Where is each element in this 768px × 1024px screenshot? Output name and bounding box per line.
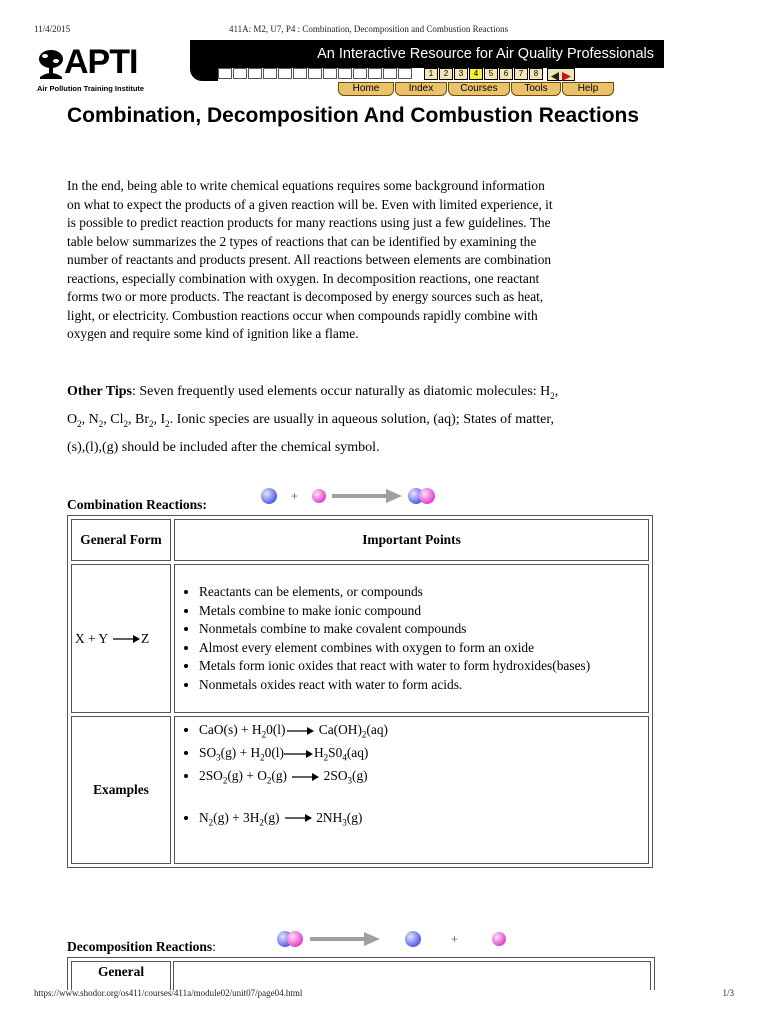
decomposition-table <box>67 957 655 990</box>
empty-box <box>233 68 247 79</box>
print-date: 11/4/2015 <box>34 24 71 34</box>
general-form-cell: X + Y Z <box>71 564 171 713</box>
arrow-icon <box>332 489 402 503</box>
logo-text: APTI <box>64 43 138 81</box>
combination-label: Combination Reactions: <box>67 497 207 512</box>
prev-arrow-icon <box>551 72 559 81</box>
page-link-5[interactable]: 5 <box>484 68 498 80</box>
print-footer <box>34 988 734 1002</box>
example-equation: • $SO_3(g) + H_20(l)$ $H_2S0_4(aq)$ <box>199 744 648 767</box>
combination-table <box>67 515 653 868</box>
print-header <box>34 24 734 38</box>
intro-line: on what to expect the products of a given reaction will be. Even with limited experience, it <box>67 196 553 212</box>
plus-sign: + <box>451 932 459 946</box>
empty-box <box>278 68 292 79</box>
page-link-2[interactable]: 2 <box>439 68 453 80</box>
empty-box <box>263 68 277 79</box>
points-cell <box>174 564 649 713</box>
list-item: • Reactants can be elements, or compounds <box>199 583 648 602</box>
list-item: • Nonmetals oxides react with water to form acids. <box>199 676 648 695</box>
logo-subtitle: Air Pollution Training Institute <box>37 84 145 93</box>
tips-text: . Ionic species are usually in aqueous solution, (aq); States of matter, <box>169 411 554 427</box>
pink-atom-icon <box>312 489 326 503</box>
print-title: 411A: M2, U7, P4 : Combination, Decomposition and Combustion Reactions <box>229 24 509 34</box>
page-link-7[interactable]: 7 <box>514 68 528 80</box>
intro-line: oxygen and require some kind of ignition like a flame. <box>67 326 359 341</box>
page-link-1[interactable]: 1 <box>424 68 438 80</box>
decomposition-diagram <box>276 928 516 950</box>
page-link-6[interactable]: 6 <box>499 68 513 80</box>
nav-home[interactable]: Home <box>338 82 394 96</box>
apti-logo[interactable] <box>37 43 177 97</box>
page-navigator <box>218 68 664 81</box>
example-equation: • $N_2(g) + 3H_2(g)$ $2NH_3(g)$ <box>199 809 648 832</box>
tips-label: Other Tips <box>67 384 132 399</box>
list-item: • Metals form ionic oxides that react with water to form hydroxides(bases) <box>199 657 648 676</box>
nav-courses[interactable]: Courses <box>448 82 510 96</box>
arrow-icon <box>310 932 380 946</box>
page-link-4-current[interactable]: 4 <box>469 68 483 80</box>
empty-box <box>338 68 352 79</box>
intro-line: light, or electricity. Combustion reactions occur when compounds rapidly combine with <box>67 307 538 323</box>
blue-atom-icon <box>261 488 277 504</box>
site-banner <box>190 40 664 68</box>
examples-label: Examples <box>71 716 171 864</box>
empty-box <box>398 68 412 79</box>
combination-diagram <box>258 486 442 508</box>
empty-box <box>218 68 232 79</box>
col-header-general: General Form <box>71 519 171 561</box>
intro-line: is possible to predict reaction products for many reactions using just a few guidelines. The <box>67 215 551 230</box>
empty-box <box>308 68 322 79</box>
tree-logo-icon <box>37 49 65 81</box>
empty-box <box>353 68 367 79</box>
other-tips: Other Tips: Seven frequently used elements occur naturally as diatomic molecules: $H_2$, $O_2$, $N_2$, $Cl_2$, $Br_2$, $I_2$. Ionic species are usually in aqueous solution, (aq); States of matter, (s),(l),(g) should be included after the chemical symbol. <box>67 380 637 460</box>
print-url[interactable]: https://www.shodor.org/os411/courses/411a/module02/unit07/page04.html <box>34 988 303 998</box>
tips-text: (s),(l),(g) should be included after the chemical symbol. <box>67 439 380 455</box>
nav-help[interactable]: Help <box>562 82 614 96</box>
plus-sign: + <box>291 489 299 503</box>
page-title: Combination, Decomposition And Combustion Reactions <box>67 104 640 127</box>
pink-atom-icon <box>287 931 303 947</box>
page-link-3[interactable]: 3 <box>454 68 468 80</box>
empty-box <box>248 68 262 79</box>
pink-atom-icon <box>419 488 435 504</box>
empty-box <box>293 68 307 79</box>
list-item: • Metals combine to make ionic compound <box>199 602 648 621</box>
intro-paragraph <box>67 177 637 344</box>
next-arrow-icon <box>562 72 571 81</box>
blue-atom-icon <box>405 931 421 947</box>
nav-index[interactable]: Index <box>395 82 447 96</box>
example-equation: • $2SO_2(g) + O_2(g)$ $2SO_3(g)$ <box>199 767 648 790</box>
intro-line: number of reactants and products present. All reactions between elements are combination <box>67 252 552 267</box>
tips-text: : Seven frequently used elements occur naturally as diatomic molecules: H <box>131 384 551 399</box>
prev-next-arrows <box>547 68 575 81</box>
empty-box <box>323 68 337 79</box>
col-header-general: General <box>71 961 171 990</box>
col-header-points <box>173 961 651 990</box>
reaction-arrow-icon <box>111 634 141 644</box>
nav-tools[interactable]: Tools <box>511 82 561 96</box>
intro-line: reactions, especially combination with oxygen. In decomposition reactions, one reactant <box>67 270 540 286</box>
col-header-points: Important Points <box>174 519 649 561</box>
intro-line: forms two or more products. The reactant is decomposed by energy sources such as heat, <box>67 289 544 304</box>
intro-line: table below summarizes the 2 types of reactions that can be identified by examining the <box>67 233 537 249</box>
intro-line: In the end, being able to write chemical equations requires some background information <box>67 178 545 193</box>
decomposition-label: Decomposition Reactions: <box>67 939 216 954</box>
print-page-number: 1/3 <box>722 988 734 998</box>
example-equation: • $CaO(s) + H_20(l)$ $Ca(OH)_2(aq)$ <box>199 721 648 744</box>
pink-atom-icon <box>492 932 506 946</box>
examples-cell <box>174 716 649 864</box>
empty-box <box>383 68 397 79</box>
empty-box <box>368 68 382 79</box>
page-link-8[interactable]: 8 <box>529 68 543 80</box>
banner-title: An Interactive Resource for Air Quality Professionals <box>317 46 654 62</box>
list-item: • Almost every element combines with oxygen to form an oxide <box>199 639 648 658</box>
list-item: • Nonmetals combine to make covalent compounds <box>199 620 648 639</box>
